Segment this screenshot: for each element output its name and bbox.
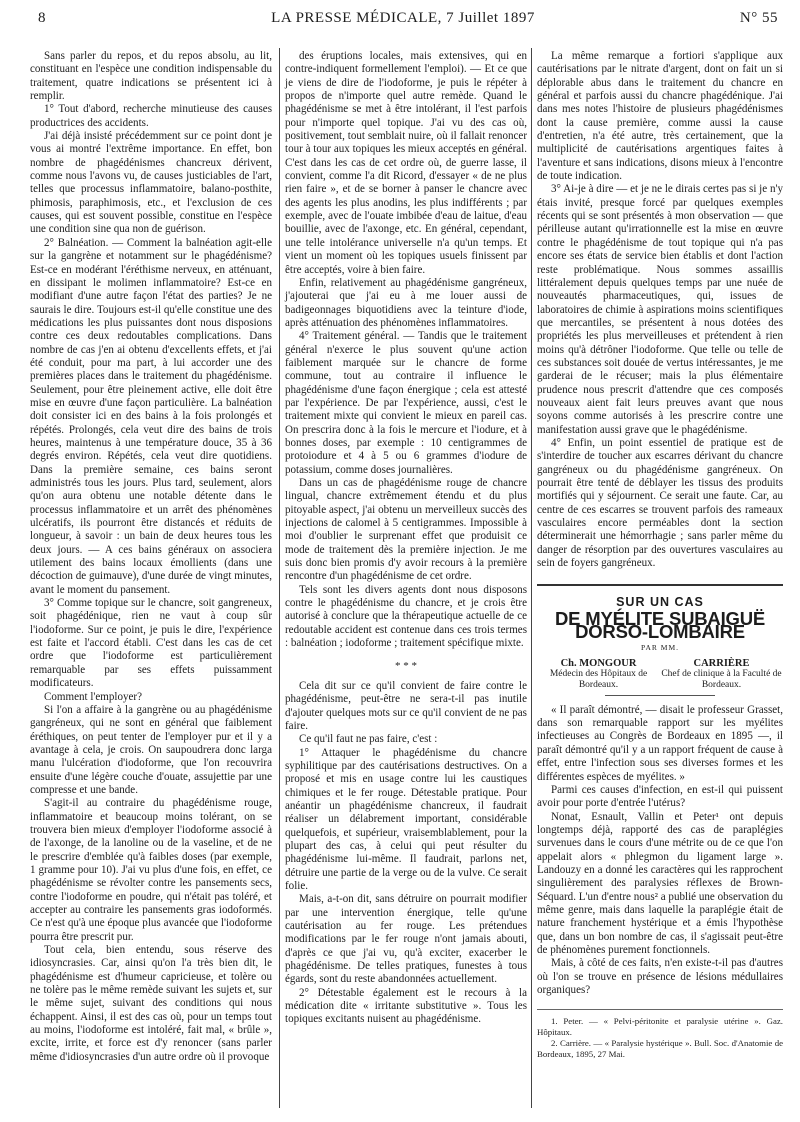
paragraph: Parmi ces causes d'infection, en est-il qui puissent avoir pour porte d'entrée l'utérus? bbox=[537, 783, 783, 810]
paragraph: 4° Traitement général. — Tandis que le traitement général n'exerce le plus souvent qu'une action faiblement marquée sur le chancre de forme commune, tout au contraire il influence le phagédénisme d'une façon énergique ; cela est attesté par l'expérience. De par l'expérience, aussi, c'est le traitement mixte qui convient le mieux en pareil cas. On prescrira donc à la fois le mercure et l'iodure, et à bonnes doses, par exemple : 10 centigrammes de protoiodure et 4 à 5 ou 6 grammes d'iodure de potassium, comme doses journalières. bbox=[285, 330, 527, 476]
paragraph: 2° Détestable également est le recours à la médication dite « irritante substitutive ». Tous les topiques excitants nuisent au phagédénisme. bbox=[285, 986, 527, 1026]
paragraph: Cela dit sur ce qu'il convient de faire contre le phagédénisme, peut-être ne sera-t-il pas inutile d'ajouter quelques mots sur ce qu'il convient de ne pas faire. bbox=[285, 679, 527, 732]
issue-number: N° 55 bbox=[739, 10, 778, 26]
paragraph: 1° Attaquer le phagédénisme du chancre syphilitique par des cautérisations destructives. On a proposé et mis en usage contre lui les caustiques chimiques et le fer rouge. Détestable pratique. Pour anéantir un phagédénisme chancreux, il faudrait réaliser un délabrement important, considérable quelquefois, et supérieur, vraisemblablement, pour la plupart des cas, à celui qui peut résulter du phagédénisme lui-même. Il faudrait, parlons net, détruire une partie de la verge ou de la vulve. Ce serait folie. bbox=[285, 746, 527, 892]
author-role: Chef de clinique à la Faculté de Bordeaux. bbox=[661, 668, 782, 690]
paragraph: des éruptions locales, mais extensives, qui en contre-indiquent formellement l'emploi). — Et ce que je viens de dire de l'iodoforme, je puis le répéter à propos de n'importe quel autre remède. Quand le phagédénisme se met à être intolérant, il l'est parfois pour n'importe quel topique. J'ai vu des cas où, positivement, tout semblait nuire, où il fallait renoncer tour à tour aux topiques les mieux acceptés en général. C'est dans les cas de cet ordre où, de guerre lasse, il convient, comme l'a dit Ricord, d'essayer « de ne plus rien faire », et de se borner à panser le chancre avec des agents les plus anodins, les plus indifférents ; par exemple, avec de l'ouate imbibée d'eau de laitue, d'eau bouillie, avec de l'axonge, etc. En général, cependant, une telle intolérance universelle n'a qu'un temps. Et vient un moment où les topiques usuels finissent par être acceptés, voire à bien faire. bbox=[285, 50, 527, 276]
column-right bbox=[537, 50, 783, 1060]
author-name: CARRIÈRE bbox=[693, 657, 750, 669]
paragraph: 1° Tout d'abord, recherche minutieuse des causes productrices des accidents. bbox=[30, 103, 272, 129]
column-rule bbox=[531, 48, 532, 1108]
article-kicker: SUR UN CAS bbox=[616, 595, 704, 610]
paragraph: Enfin, relativement au phagédénisme gangréneux, j'ajouterai que j'ai eu à me louer aussi de badigeonnages biquotidiens avec la teinture d'iode, après atténuation des phénomènes inflammatoires. bbox=[285, 276, 527, 329]
paragraph: Tels sont les divers agents dont nous disposons contre le phagédénisme du chancre, et je crois être autorisé à conclure que la thérapeutique actuelle de ce redoutable accident est contenue dans ces trois termes : balnéation ; iodoforme ; traitement spécifique mixte. bbox=[285, 583, 527, 650]
author-1 bbox=[537, 658, 660, 691]
byline-par: PAR MM. bbox=[641, 643, 679, 653]
author-role: Médecin des Hôpitaux de Bordeaux. bbox=[549, 668, 648, 690]
paragraph: « Il paraît démontré, — disait le professeur Grasset, dans son remarquable rapport sur les myélites infectieuses au Congrès de Bordeaux en 1895 —, il paraît démontré qu'il y a un rapport fréquent de cause à effet, entre l'infection sous ses diverses formes et les différentes espèces de myélites. » bbox=[537, 703, 783, 783]
paragraph: Dans un cas de phagédénisme rouge de chancre lingual, chancre extrêmement étendu et du plus pitoyable aspect, j'ai obtenu un merveilleux succès des injections de calomel à 5 centigrammes. Impossible à moi d'oublier le surprenant effet que produisit ce mode de traitement dès la première injection. Je me suis donc bien promis d'y avoir recours à la première rencontre d'un phagédénisme de cet ordre. bbox=[285, 477, 527, 583]
paragraph: La même remarque a fortiori s'applique aux cautérisations par le nitrate d'argent, dont on fait un si déplorable abus dans le traitement du chancre en général et parfois aussi du chancre phagédénique. J'ai dans mes notes l'histoire de plusieurs phagédénismes dont la cause première, comme aussi la cause d'entretien, n'a été autre, très certainement, que la multiplicité de cautérisations argentiques faites à l'aventure et sans indications, disons mieux à l'encontre de toute indication. bbox=[537, 50, 783, 183]
paragraph: Sans parler du repos, et du repos absolu, au lit, constituant en l'espèce une condition indispensable du traitement, quatre indications se présentent ici à remplir. bbox=[30, 50, 272, 103]
author-name: Ch. MONGOUR bbox=[560, 657, 637, 669]
paragraph: 3° Comme topique sur le chancre, soit gangreneux, soit phagédénique, rien ne vaut à coup sûr l'iodoforme. Sur ce point, je puis le dire, l'expérience est faite et l'accord établi. C'est dans les cas de cet ordre que l'iodoforme est particulièrement remarquable par ses effets puissamment modificateurs. bbox=[30, 597, 272, 690]
paragraph: Si l'on a affaire à la gangrène ou au phagédénisme gangréneux, qui ne sont en général que faiblement éréthiques, on peut tenter de l'employer pur et il y a avantage à cela, je crois. On saupoudrera donc larga manu l'ulcération d'iodoforme, que l'on recouvrira ensuite d'une légère couche d'ouate, assujettie par une compresse et une bande. bbox=[30, 703, 272, 796]
footnotes bbox=[537, 1009, 783, 1060]
paragraph: 4° Enfin, un point essentiel de pratique est de s'interdire de toucher aux escarres dérivant du chancre gangréneux ou du phagédénisme gangréneux. On pourrait être tenté de déblayer les tissus des produits mortifiés qui y séjournent. Ce serait une faute. Car, au centre de ces escarres se trouvent parfois des rameaux vasculaires encore perméables dont la section déterminerait une hémorrhagie ; sans parler même du danger de résorption par des ouvertures vasculaires au sein de foyers gangréneux. bbox=[537, 436, 783, 570]
author-2 bbox=[660, 658, 783, 691]
article-title: DE MYÉLITE SUBAIGUË DORSO-LOMBAIRE bbox=[555, 607, 765, 643]
page-number: 8 bbox=[38, 10, 46, 26]
footnote: 1. Peter. — « Pelvi-péritonite et paralysie utérine ». Gaz. Hôpitaux. bbox=[537, 1016, 783, 1038]
paragraph: Ce qu'il faut ne pas faire, c'est : bbox=[299, 733, 438, 746]
paragraph: Mais, a-t-on dit, sans détruire on pourrait modifier par une intervention énergique, telle qu'une cautérisation au fer rouge. Les prétendues modifications par le fer rouge n'ont jamais abouti, d'après ce que j'ai vu, qu'à exciter, exacerber le phagédénisme. De telles pratiques, funestes à tous égards, sont du reste abandonnées actuellement. bbox=[285, 893, 527, 986]
paragraph: J'ai déjà insisté précédemment sur ce point dont je vous ai montré l'extrême importance. En effet, bon nombre de phagédénismes chancreux dérivent, comme nous l'avons vu, de causes justiciables de l'art, telles que processus inflammatoire, balano-posthite, phimosis, paraphimosis, etc., et l'exclusion de ces causes, qui est souvent possible, constitue en l'espèce une condition sine qua non de guérison. bbox=[30, 130, 272, 236]
paragraph: 2° Balnéation. — Comment la balnéation agit-elle sur la gangrène et notamment sur le phagédénisme? Est-ce en modérant l'éréthisme nerveux, en atténuant, en dissipant le molimen inflammatoire? Est-ce en modifiant d'une autre façon l'état des parties? Je ne saurais le dire. Toujours est-il qu'elle constitue une des médications les plus puissantes dont nous disposions contre ces deux redoutables complications. Dans nombre de cas j'en ai obtenu d'excellents effets, et j'ai été conduit, pour ma part, à lui accorder une des premières places dans le traitement du phagédénisme. Seulement, pour être pleinement active, elle doit être mise en œuvre d'une façon particulière. La balnéation doit consister ici en des bains à la fois prolongés et répétés. Prolongés, cela veut dire des bains de trois heures, maintenus à une température douce, 35 à 36 degrés environ. Répétés, cela veut dire quotidiens. Dans la première semaine, ces bains seront administrés tous les jours. Plus tard, seulement, alors qu'on aura obtenu une notable détente dans le processus inflammatoire et un arrêt des phénomènes ulcératifs, ils pourront être distancés et réduits de longueur, à savoir : un bain de deux heures tous les deux jours. — A ces bains généraux on associera utilement des bains locaux émollients (dans une décoction de guimauve), d'une durée de vingt minutes, avant le moment du pansement. bbox=[30, 236, 272, 596]
paragraph: Comment l'employer? bbox=[44, 690, 143, 703]
column-middle bbox=[285, 50, 527, 1027]
paragraph: Nonat, Esnault, Vallin et Peter¹ ont depuis longtemps déjà, rapporté des cas de paraplégies survenues dans le cours d'une métrite ou de ce que l'on appelait alors « phlegmon du ligament large ». Landouzy en a donné les caractères qui les rapprochent singulièrement des paralysies réflexes de Brown-Séquard. L'un d'entre nous² a publié une observation du même genre, mais dans laquelle la paraplégie était de nature franchement hystérique et a émis l'hypothèse que, dans un bon nombre de cas, il s'agissait peut-être de phénomènes purement fonctionnels. bbox=[537, 810, 783, 956]
divider bbox=[605, 695, 715, 696]
article-heading bbox=[537, 584, 783, 695]
section-separator: * * * bbox=[395, 660, 417, 673]
paragraph: Mais, à côté de ces faits, n'en existe-t-il pas d'autres où l'on se trouve en présence de lésions médullaires organiques? bbox=[537, 957, 783, 996]
paragraph: S'agit-il au contraire du phagédénisme rouge, inflammatoire et beaucoup moins tolérant, on se trouvera bien mieux d'employer l'iodoforme associé à de l'axonge, de la lanoline ou de la vaseline, et de ne le prescrire d'emblée qu'à faibles doses (par exemple, 1 gramme pour 10). J'ai vu plus d'une fois, en effet, ce phagédénisme se révolter contre les pansements secs, contre l'iodoforme en poudre, qui n'était pas toléré, et accepter au contraire les pansements gras iodoformés. Ce n'est qu'à une époque plus avancée que l'iodoforme pourra être prescrit pur. bbox=[30, 797, 272, 943]
column-rule bbox=[279, 48, 280, 1108]
authors bbox=[537, 658, 783, 691]
paragraph: 3° Ai-je à dire — et je ne le dirais certes pas si je n'y étais invité, presque forcé par quelques exemples récents qui se sont présentés à mon observation — que périlleuse autant qu'irrationnelle est la mise en œuvre contre le phagédénisme de tout topique qui n'a pas encore ses états de service bien établis et dont l'action reste problématique. Nous sommes assaillis littéralement depuis quelques temps par une nuée de nouveautés pharmaceutiques, qui, issues de laboratoires de chimie à aspirations moins scientifiques que mercantiles, se présentent à nous dotées des propriétés les plus merveilleuses et prétendent à rien moins qu'à détrôner l'iodoforme. Que telle ou telle de ces substances soit douée de vertus intéressantes, je me garderai de le récuser; mais la plus élémentaire prudence nous prescrit d'attendre que ces composés nouveaux aient fait leurs preuves avant que nous soyons comme autorisés à les prescrire contre une manifestation aussi grave que le phagédénisme. bbox=[537, 183, 783, 436]
running-header bbox=[28, 10, 778, 30]
footnote: 2. Carrière. — « Paralysie hystérique ». Bull. Soc. d'Anatomie de Bordeaux, 1895, 27 Mai. bbox=[537, 1038, 783, 1060]
paragraph: Tout cela, bien entendu, sous réserve des idiosyncrasies. Car, ainsi qu'on l'a très bien dit, le phagédénisme est d'humeur capricieuse, et tolère ou ne tolère pas le même remède suivant les sujets et, sur le même sujet, suivant des conditions qui nous échappent. Ainsi, il est des cas où, pour un temps tout au moins, l'iodoforme est intoléré, fait mal, « brûle », excite, irrite, et force est d'y renoncer (sans parler même d'idiosyncrasies d'un autre ordre où il provoque bbox=[30, 944, 272, 1063]
journal-title: LA PRESSE MÉDICALE, 7 Juillet 1897 bbox=[271, 10, 535, 26]
column-left bbox=[30, 50, 272, 1064]
